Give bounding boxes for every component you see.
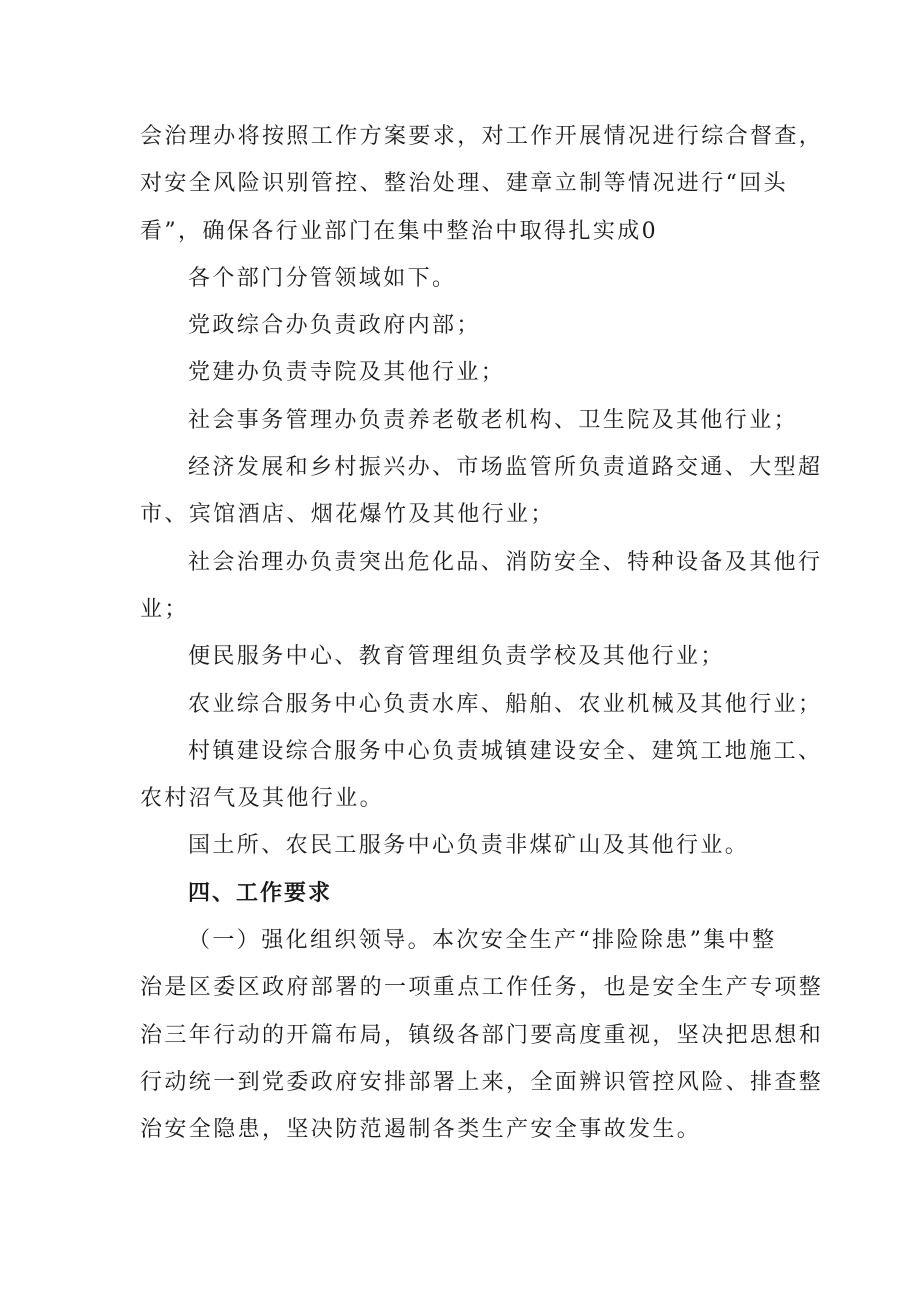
paragraph-line: 社会事务管理办负责养老敬老机构、卫生院及其他行业； [188, 407, 799, 433]
paragraph-line: 市、宾馆酒店、烟花爆竹及其他行业； [140, 502, 555, 528]
paragraph-line: 社会治理办负责突出危化品、消防安全、特种设备及其他行 [188, 549, 823, 575]
paragraph-line: 党建办负责寺院及其他行业； [188, 360, 506, 386]
document-body [140, 113, 824, 1154]
paragraph-line: 村镇建设综合服务中心负责城镇建设安全、建筑工地施工、 [188, 738, 823, 764]
paragraph-line: 治三年行动的开篇布局，镇级各部门要高度重视，坚决把思想和 [140, 1022, 824, 1048]
paragraph-line: 看”，确保各行业部门在集中整治中取得扎实成0 [140, 218, 659, 244]
paragraph-line: 行动统一到党委政府安排部署上来，全面辨识管控风险、排查整 [140, 1069, 824, 1095]
paragraph-line: 会治理办将按照工作方案要求，对工作开展情况进行综合督查， [140, 124, 824, 149]
paragraph-line: 便民服务中心、教育管理组负责学校及其他行业； [188, 644, 725, 670]
paragraph-line: 农村沼气及其他行业。 [140, 786, 385, 812]
paragraph-line: 农业综合服务中心负责水库、船舶、农业机械及其他行业； [188, 691, 823, 717]
paragraph-line: 党政综合办负责政府内部； [188, 313, 481, 339]
paragraph-line: （一）强化组织领导。本次安全生产“排险除患”集中整 [188, 928, 777, 954]
paragraph-line: 国土所、农民工服务中心负责非煤矿山及其他行业。 [188, 833, 750, 859]
paragraph-line: 对安全风险识别管控、整治处理、建章立制等情况进行“回头 [140, 171, 789, 197]
paragraph-line: 业； [140, 596, 189, 622]
section-heading: 四、工作要求 [188, 880, 333, 906]
paragraph-line: 治安全隐患，坚决防范遏制各类生产安全事故发生。 [140, 1117, 702, 1143]
paragraph-line: 各个部门分管领域如下。 [188, 265, 457, 291]
paragraph-line: 治是区委区政府部署的一项重点工作任务，也是安全生产专项整 [140, 975, 824, 1001]
paragraph-line: 经济发展和乡村振兴办、市场监管所负责道路交通、大型超 [188, 455, 823, 481]
